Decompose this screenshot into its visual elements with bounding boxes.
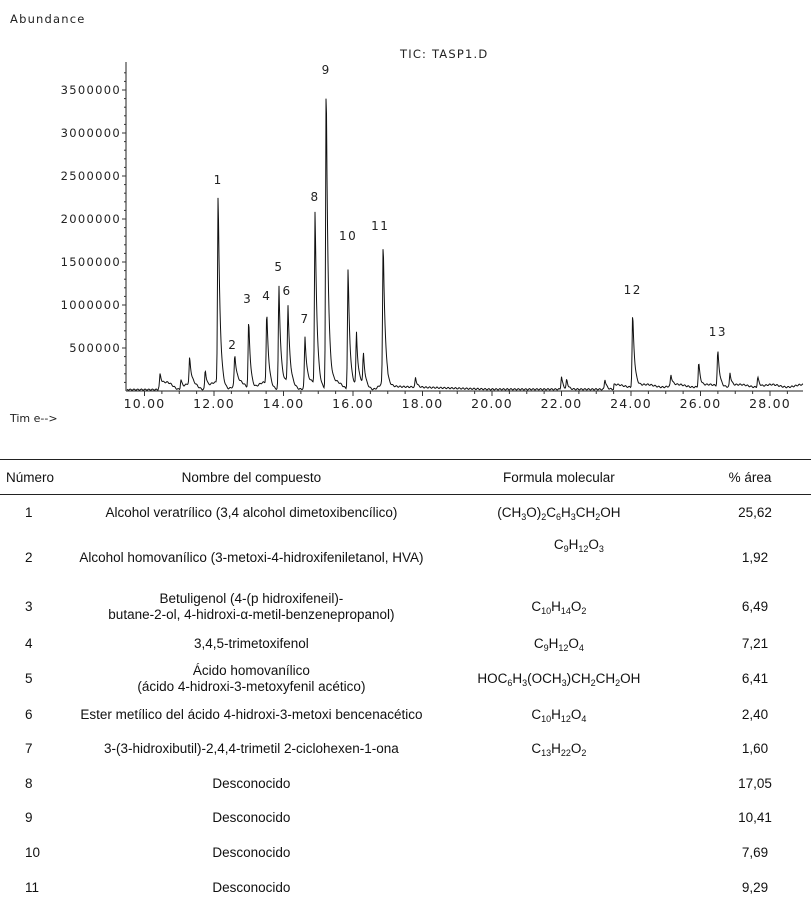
cell-area-percent: 7,21: [741, 635, 769, 651]
cell-area-percent: 2,40: [741, 706, 769, 722]
x-tick-label: 16.00: [332, 396, 374, 411]
peak-label-6: 6: [282, 284, 292, 299]
cell-formula: $HOC_6H_3(OCH_3)CH_2CH_2OH$: [477, 670, 641, 688]
x-tick-label: 12.00: [193, 396, 235, 411]
header-compound-name: Nombre del compuesto: [181, 469, 322, 485]
table-row: [0, 629, 811, 659]
cell-compound-name: [74, 731, 429, 767]
compound-name-line: Alcohol homovanílico (3-metoxi-4-hidroxifeniletanol, HVA): [79, 549, 424, 565]
compound-name-line: Betuligenol (4-(p hidroxifeneil)-: [159, 590, 344, 606]
compound-name-line: Desconocido: [212, 810, 291, 825]
y-tick-label: 1000000: [60, 298, 121, 312]
header-number: Número: [6, 469, 55, 485]
table-row: [0, 531, 811, 585]
table-row: [0, 836, 811, 871]
peak-label-7: 7: [300, 312, 310, 327]
cell-area-percent: 17,05: [738, 775, 772, 791]
compound-name-line: Ácido homovanílico: [192, 662, 310, 678]
cell-area-percent: 9,29: [741, 880, 769, 895]
table-row: [0, 801, 811, 836]
cell-formula: $C_{13}H_{22}O_2$: [531, 740, 587, 758]
peak-label-11: 11: [371, 218, 390, 233]
peak-label-8: 8: [310, 190, 320, 205]
peak-label-10: 10: [338, 228, 358, 243]
cell-number: 4: [25, 635, 33, 651]
x-axis-title: Tim e-->: [10, 412, 58, 425]
x-tick-label: 10.00: [123, 396, 166, 411]
table-row: [0, 731, 811, 767]
peak-label-5: 5: [274, 259, 284, 274]
cell-compound-name: [74, 836, 429, 871]
table-header-row: [0, 460, 811, 495]
cell-formula: $(CH_3O)_2C_6H_3CH_2OH$: [497, 504, 621, 522]
cell-formula: $C_{10}H_{12}O_4$: [531, 706, 587, 724]
cell-number: 2: [25, 549, 33, 565]
y-axis-title: Abundance: [10, 12, 86, 26]
y-tick-label: 3000000: [60, 126, 121, 140]
chromatogram-plot: [0, 0, 811, 440]
compound-name-line: 3-(3-hidroxibutil)-2,4,4-trimetil 2-ciclohexen-1-ona: [103, 740, 399, 756]
peak-label-13: 13: [708, 324, 728, 339]
cell-area-percent: 7,69: [741, 845, 769, 860]
cell-compound-name: [74, 659, 429, 699]
table-row: [0, 659, 811, 699]
y-tick-label: 500000: [69, 341, 121, 355]
compound-name-line: Desconocido: [212, 880, 291, 895]
header-area: % área: [728, 469, 772, 485]
cell-number: 9: [25, 810, 33, 825]
compound-name-line: butane-2-ol, 4-hidroxi-α-metil-benzenepropanol): [108, 606, 395, 622]
chromatogram-chart: [0, 0, 811, 440]
compound-table: [0, 459, 811, 906]
peak-label-9: 9: [321, 62, 331, 77]
chart-title: TIC: TASP1.D: [400, 47, 489, 61]
x-tick-label: 18.00: [401, 396, 444, 411]
cell-number: 3: [25, 598, 33, 614]
cell-area-percent: 1,92: [741, 549, 769, 565]
cell-compound-name: [74, 629, 429, 659]
cell-formula: [429, 767, 689, 801]
cell-area-percent: 10,41: [738, 810, 772, 825]
cell-area-percent: 1,60: [741, 740, 769, 756]
cell-area-percent: 6,41: [741, 670, 769, 686]
table-row: [0, 495, 811, 531]
compound-table-container: [0, 459, 811, 906]
x-tick-label: 24.00: [610, 396, 652, 411]
x-tick-label: 26.00: [679, 396, 722, 411]
cell-formula: $C_9H_{12}O_3$: [553, 536, 604, 554]
table-body: [0, 495, 811, 906]
cell-number: 5: [25, 670, 33, 686]
cell-compound-name: [74, 767, 429, 801]
cell-number: 1: [25, 504, 33, 520]
cell-compound-name: [74, 585, 429, 629]
cell-number: 6: [25, 706, 33, 722]
cell-compound-name: [74, 699, 429, 731]
cell-formula: [429, 836, 689, 871]
table-row: [0, 699, 811, 731]
cell-compound-name: [74, 801, 429, 836]
compound-name-line: 3,4,5-trimetoxifenol: [193, 635, 309, 651]
compound-name-line: Alcohol veratrílico (3,4 alcohol dimetoxibencílico): [105, 504, 398, 520]
cell-number: 11: [25, 880, 40, 895]
cell-formula: $C_{10}H_{14}O_2$: [531, 598, 587, 616]
cell-number: 7: [25, 740, 33, 756]
cell-area-percent: 6,49: [741, 598, 769, 614]
y-tick-label: 3500000: [60, 83, 121, 97]
peak-label-12: 12: [623, 283, 642, 298]
x-tick-label: 20.00: [471, 396, 513, 411]
compound-name-line: Desconocido: [212, 775, 291, 791]
compound-name-line: (ácido 4-hidroxi-3-metoxyfenil acético): [137, 678, 366, 694]
cell-formula: [429, 871, 689, 906]
cell-compound-name: [74, 495, 429, 531]
compound-name-line: Ester metílico del ácido 4-hidroxi-3-metoxi bencenacético: [80, 706, 423, 722]
y-tick-label: 2500000: [60, 169, 121, 183]
table-row: [0, 767, 811, 801]
y-tick-label: 2000000: [60, 212, 121, 226]
cell-formula: [429, 801, 689, 836]
table-row: [0, 585, 811, 629]
peak-label-2: 2: [228, 338, 238, 353]
peak-label-3: 3: [243, 292, 253, 307]
compound-name-line: Desconocido: [212, 845, 291, 860]
cell-number: 8: [25, 775, 33, 791]
x-tick-label: 14.00: [262, 396, 305, 411]
table-row: [0, 871, 811, 906]
peak-label-1: 1: [213, 173, 223, 188]
cell-number: 10: [25, 845, 41, 860]
cell-compound-name: [74, 531, 429, 585]
cell-area-percent: 25,62: [738, 504, 772, 520]
x-tick-label: 22.00: [540, 396, 583, 411]
peak-label-4: 4: [262, 288, 272, 303]
y-tick-label: 1500000: [60, 255, 121, 269]
cell-compound-name: [74, 871, 429, 906]
cell-formula: $C_9H_{12}O_4$: [533, 635, 584, 653]
x-tick-label: 28.00: [749, 396, 791, 411]
header-formula: Formula molecular: [502, 469, 615, 485]
